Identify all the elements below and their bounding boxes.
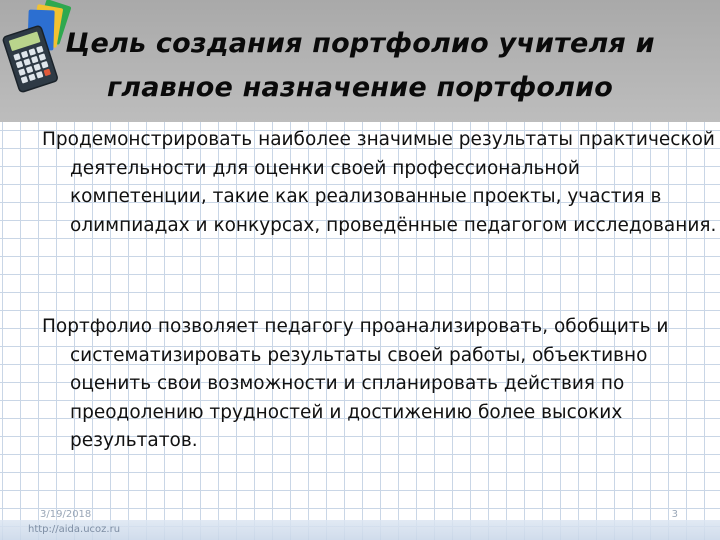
slide-number: 3 [671, 509, 678, 520]
footer-url: http://aida.ucoz.ru [28, 524, 121, 535]
paragraph-purpose: Продемонстрировать наиболее значимые результаты практической деятельности для оценки своей профессиональной компетенции, такие как реализованные проекты, участия в олимпиадах и конкурсах, проведённые педагогом исследования. [42, 129, 717, 236]
footer-date: 3/19/2018 [40, 509, 92, 520]
slide-footer [0, 500, 720, 540]
paragraph-benefits: Портфолио позволяет педагогу проанализировать, обобщить и систематизировать результаты своей работы, объективно оценить свои возможности и спланировать действия по преодолению трудностей и достижению более высоких результатов. [42, 316, 669, 451]
slide-title-line-2: главное назначение портфолио [106, 72, 614, 103]
slide-body [0, 122, 720, 540]
slide-title-line-1: Цель создания портфолио учителя и [65, 28, 655, 59]
slide-title [20, 22, 700, 110]
